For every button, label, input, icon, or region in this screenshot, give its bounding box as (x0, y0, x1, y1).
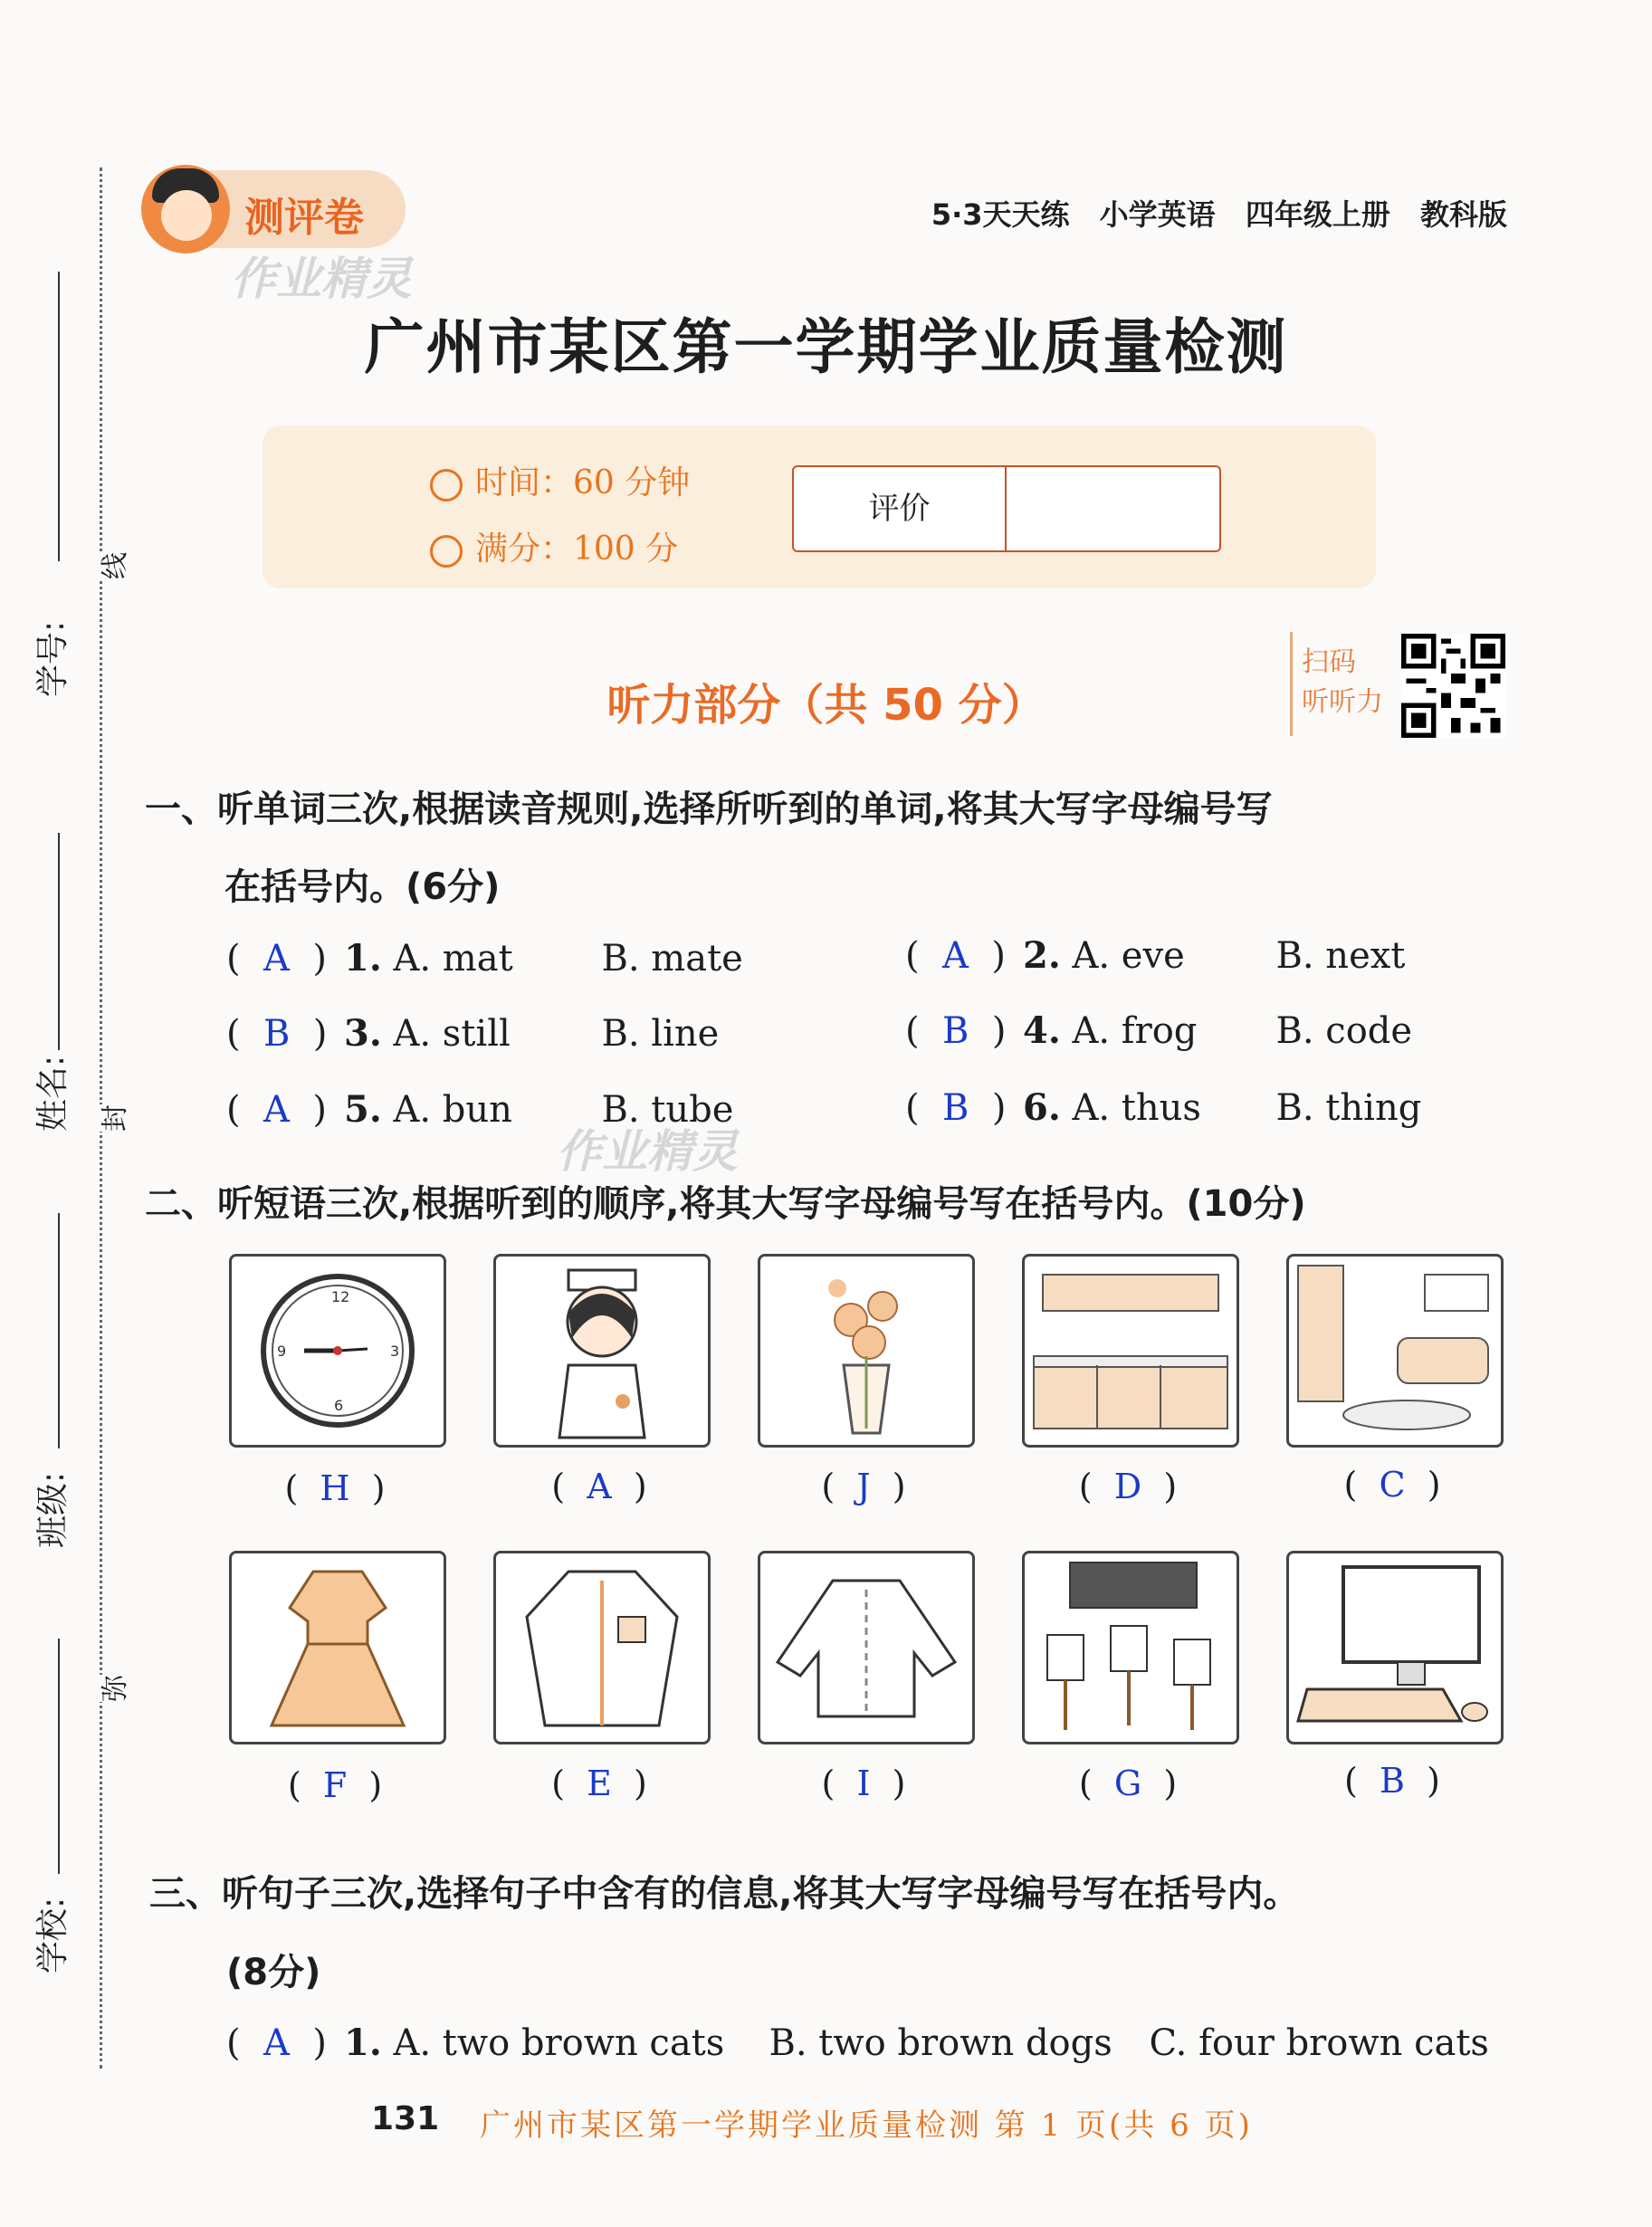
class-rule (58, 1213, 60, 1448)
class-label: 班级: (34, 1471, 72, 1548)
watermark: 作业精灵 (231, 253, 412, 305)
item-number: 5. (344, 1088, 382, 1131)
svg-text:12: 12 (331, 1288, 350, 1305)
book-info (931, 192, 1507, 234)
close-mark: 弥 (92, 1675, 132, 1702)
check-icon (430, 535, 463, 568)
option-b: B. thing (1275, 1087, 1422, 1129)
answer-row2-3: ( I ) (821, 1763, 906, 1803)
answer-p3-1[interactable]: A (263, 2022, 290, 2064)
answer-3[interactable]: B (263, 1013, 291, 1055)
badge-label: 测评卷 (244, 195, 364, 241)
option-a: A. eve (1072, 935, 1185, 977)
line-mark: 线 (92, 552, 132, 579)
option-b: B. mate (601, 938, 743, 980)
part1-heading: 一、听单词三次,根据读音规则,选择所听到的单词,将其大写字母编号写 (145, 789, 1273, 830)
option-b: B. tube (601, 1089, 734, 1131)
clock-icon (430, 469, 463, 502)
flowers-picture (758, 1254, 975, 1448)
answer[interactable]: G (1113, 1763, 1142, 1803)
item-number: 4. (1023, 1009, 1061, 1052)
svg-text:6: 6 (334, 1397, 344, 1414)
part1-item-3: ( B ) 3. A. still B. line (226, 1012, 720, 1055)
option-a: A. still (393, 1013, 511, 1055)
subject-label: 小学英语 (1099, 197, 1216, 232)
option-b: B. line (601, 1013, 720, 1055)
answer-row2-1: ( F ) (287, 1765, 383, 1805)
qr-caption-line1: 扫码 (1302, 646, 1356, 678)
answer[interactable]: J (856, 1467, 871, 1506)
part3-item-1: ( A ) 1. A. two brown cats B. two brown dogs C. four brown cats (226, 2022, 1489, 2064)
cartoon-boy-icon (141, 165, 230, 253)
part1-item-6: ( B ) 6. A. thus B. thing (905, 1086, 1422, 1129)
item-number: 1. (344, 937, 382, 980)
edition-label: 教科版 (1419, 197, 1507, 232)
shirt-picture (493, 1551, 711, 1744)
answer-row2-5: ( B ) (1344, 1761, 1440, 1801)
answer[interactable]: E (587, 1763, 612, 1803)
school-rule (58, 1639, 60, 1874)
time-line (430, 457, 690, 503)
clock-picture (229, 1254, 446, 1448)
score-line (430, 523, 678, 569)
answer-4[interactable]: B (942, 1010, 969, 1052)
answer-1[interactable]: A (263, 938, 290, 980)
qr-caption-line2: 听听力 (1302, 686, 1383, 718)
part1-item-5: ( A ) 5. A. bun B. tube (226, 1088, 734, 1131)
evaluation-label: 评价 (794, 467, 1007, 550)
option-a: A. two brown cats (393, 2022, 725, 2064)
test-badge (143, 170, 406, 248)
seal-mark: 封 (92, 1104, 132, 1132)
item-number: 6. (1023, 1086, 1061, 1129)
art-room-picture (1022, 1551, 1239, 1744)
answer[interactable]: I (856, 1763, 871, 1803)
answer-row1-4: ( D ) (1078, 1467, 1178, 1506)
part1-item-2: ( A ) 2. A. eve B. next (905, 934, 1406, 977)
option-c: C. four brown cats (1149, 2022, 1489, 2064)
answer[interactable]: C (1379, 1465, 1406, 1505)
answer[interactable]: F (322, 1765, 348, 1805)
answer-row2-2: ( E ) (551, 1763, 647, 1803)
living-room-picture (1286, 1254, 1504, 1448)
dress-picture (229, 1551, 446, 1744)
option-a: A. thus (1072, 1087, 1201, 1129)
watermark: 作业精灵 (557, 1125, 738, 1178)
score-text: 满分：100 分 (475, 530, 679, 568)
name-label: 姓名: (34, 1055, 72, 1132)
section-title: 听力部分（共 50 分） (606, 680, 1046, 731)
part1-item-1: ( A ) 1. A. mat B. mate (226, 937, 743, 980)
answer-row1-1: ( H ) (284, 1468, 386, 1508)
answer-6[interactable]: B (942, 1087, 969, 1129)
evaluation-box (792, 465, 1221, 552)
answer[interactable]: D (1113, 1467, 1142, 1506)
series-label: 5·3天天练 (931, 197, 1070, 232)
svg-text:3: 3 (390, 1343, 400, 1360)
student-id-label: 学号: (34, 620, 72, 697)
sweater-picture (758, 1551, 975, 1744)
nurse-picture (493, 1254, 711, 1448)
answer[interactable]: B (1380, 1761, 1405, 1801)
qr-caption (1302, 643, 1383, 722)
answer-row1-5: ( C ) (1343, 1465, 1441, 1505)
svg-text:9: 9 (277, 1343, 287, 1360)
answer[interactable]: H (320, 1468, 350, 1508)
answer-5[interactable]: A (263, 1089, 290, 1131)
part3-heading: 三、听句子三次,选择句子中含有的信息,将其大写字母编号写在括号内。 (149, 1873, 1300, 1915)
answer-row1-2: ( A ) (551, 1467, 647, 1506)
part2-heading: 二、听短语三次,根据听到的顺序,将其大写字母编号写在括号内。(10分) (145, 1183, 1306, 1225)
part3-heading-cont: (8分) (226, 1952, 321, 1993)
kitchen-picture (1022, 1254, 1239, 1448)
grade-label: 四年级上册 (1245, 197, 1390, 232)
time-text: 时间：60 分钟 (475, 464, 691, 502)
computer-picture (1286, 1551, 1504, 1744)
qr-code-icon[interactable] (1401, 634, 1505, 738)
page-title: 广州市某区第一学期学业质量检测 (364, 311, 1288, 382)
item-number: 1. (344, 2022, 382, 2064)
part1-item-4: ( B ) 4. A. frog B. code (905, 1009, 1413, 1052)
option-a: A. mat (393, 938, 513, 980)
answer-row2-4: ( G ) (1078, 1763, 1178, 1803)
part1-heading-cont: 在括号内。(6分) (224, 866, 501, 908)
option-b: B. next (1275, 935, 1406, 977)
school-label: 学校: (34, 1897, 72, 1974)
option-b: B. two brown dogs (769, 2022, 1112, 2064)
item-number: 3. (344, 1012, 382, 1055)
page-number: 131 (371, 2100, 440, 2137)
item-number: 2. (1023, 934, 1061, 977)
option-b: B. code (1275, 1010, 1413, 1052)
name-rule (58, 833, 60, 1050)
option-a: A. bun (393, 1089, 512, 1131)
answer-row1-3: ( J ) (821, 1467, 906, 1506)
footer-text: 广州市某区第一学期学业质量检测 第 1 页(共 6 页) (480, 2108, 1253, 2144)
option-a: A. frog (1072, 1010, 1198, 1052)
answer[interactable]: A (587, 1467, 612, 1506)
answer-2[interactable]: A (942, 935, 969, 977)
